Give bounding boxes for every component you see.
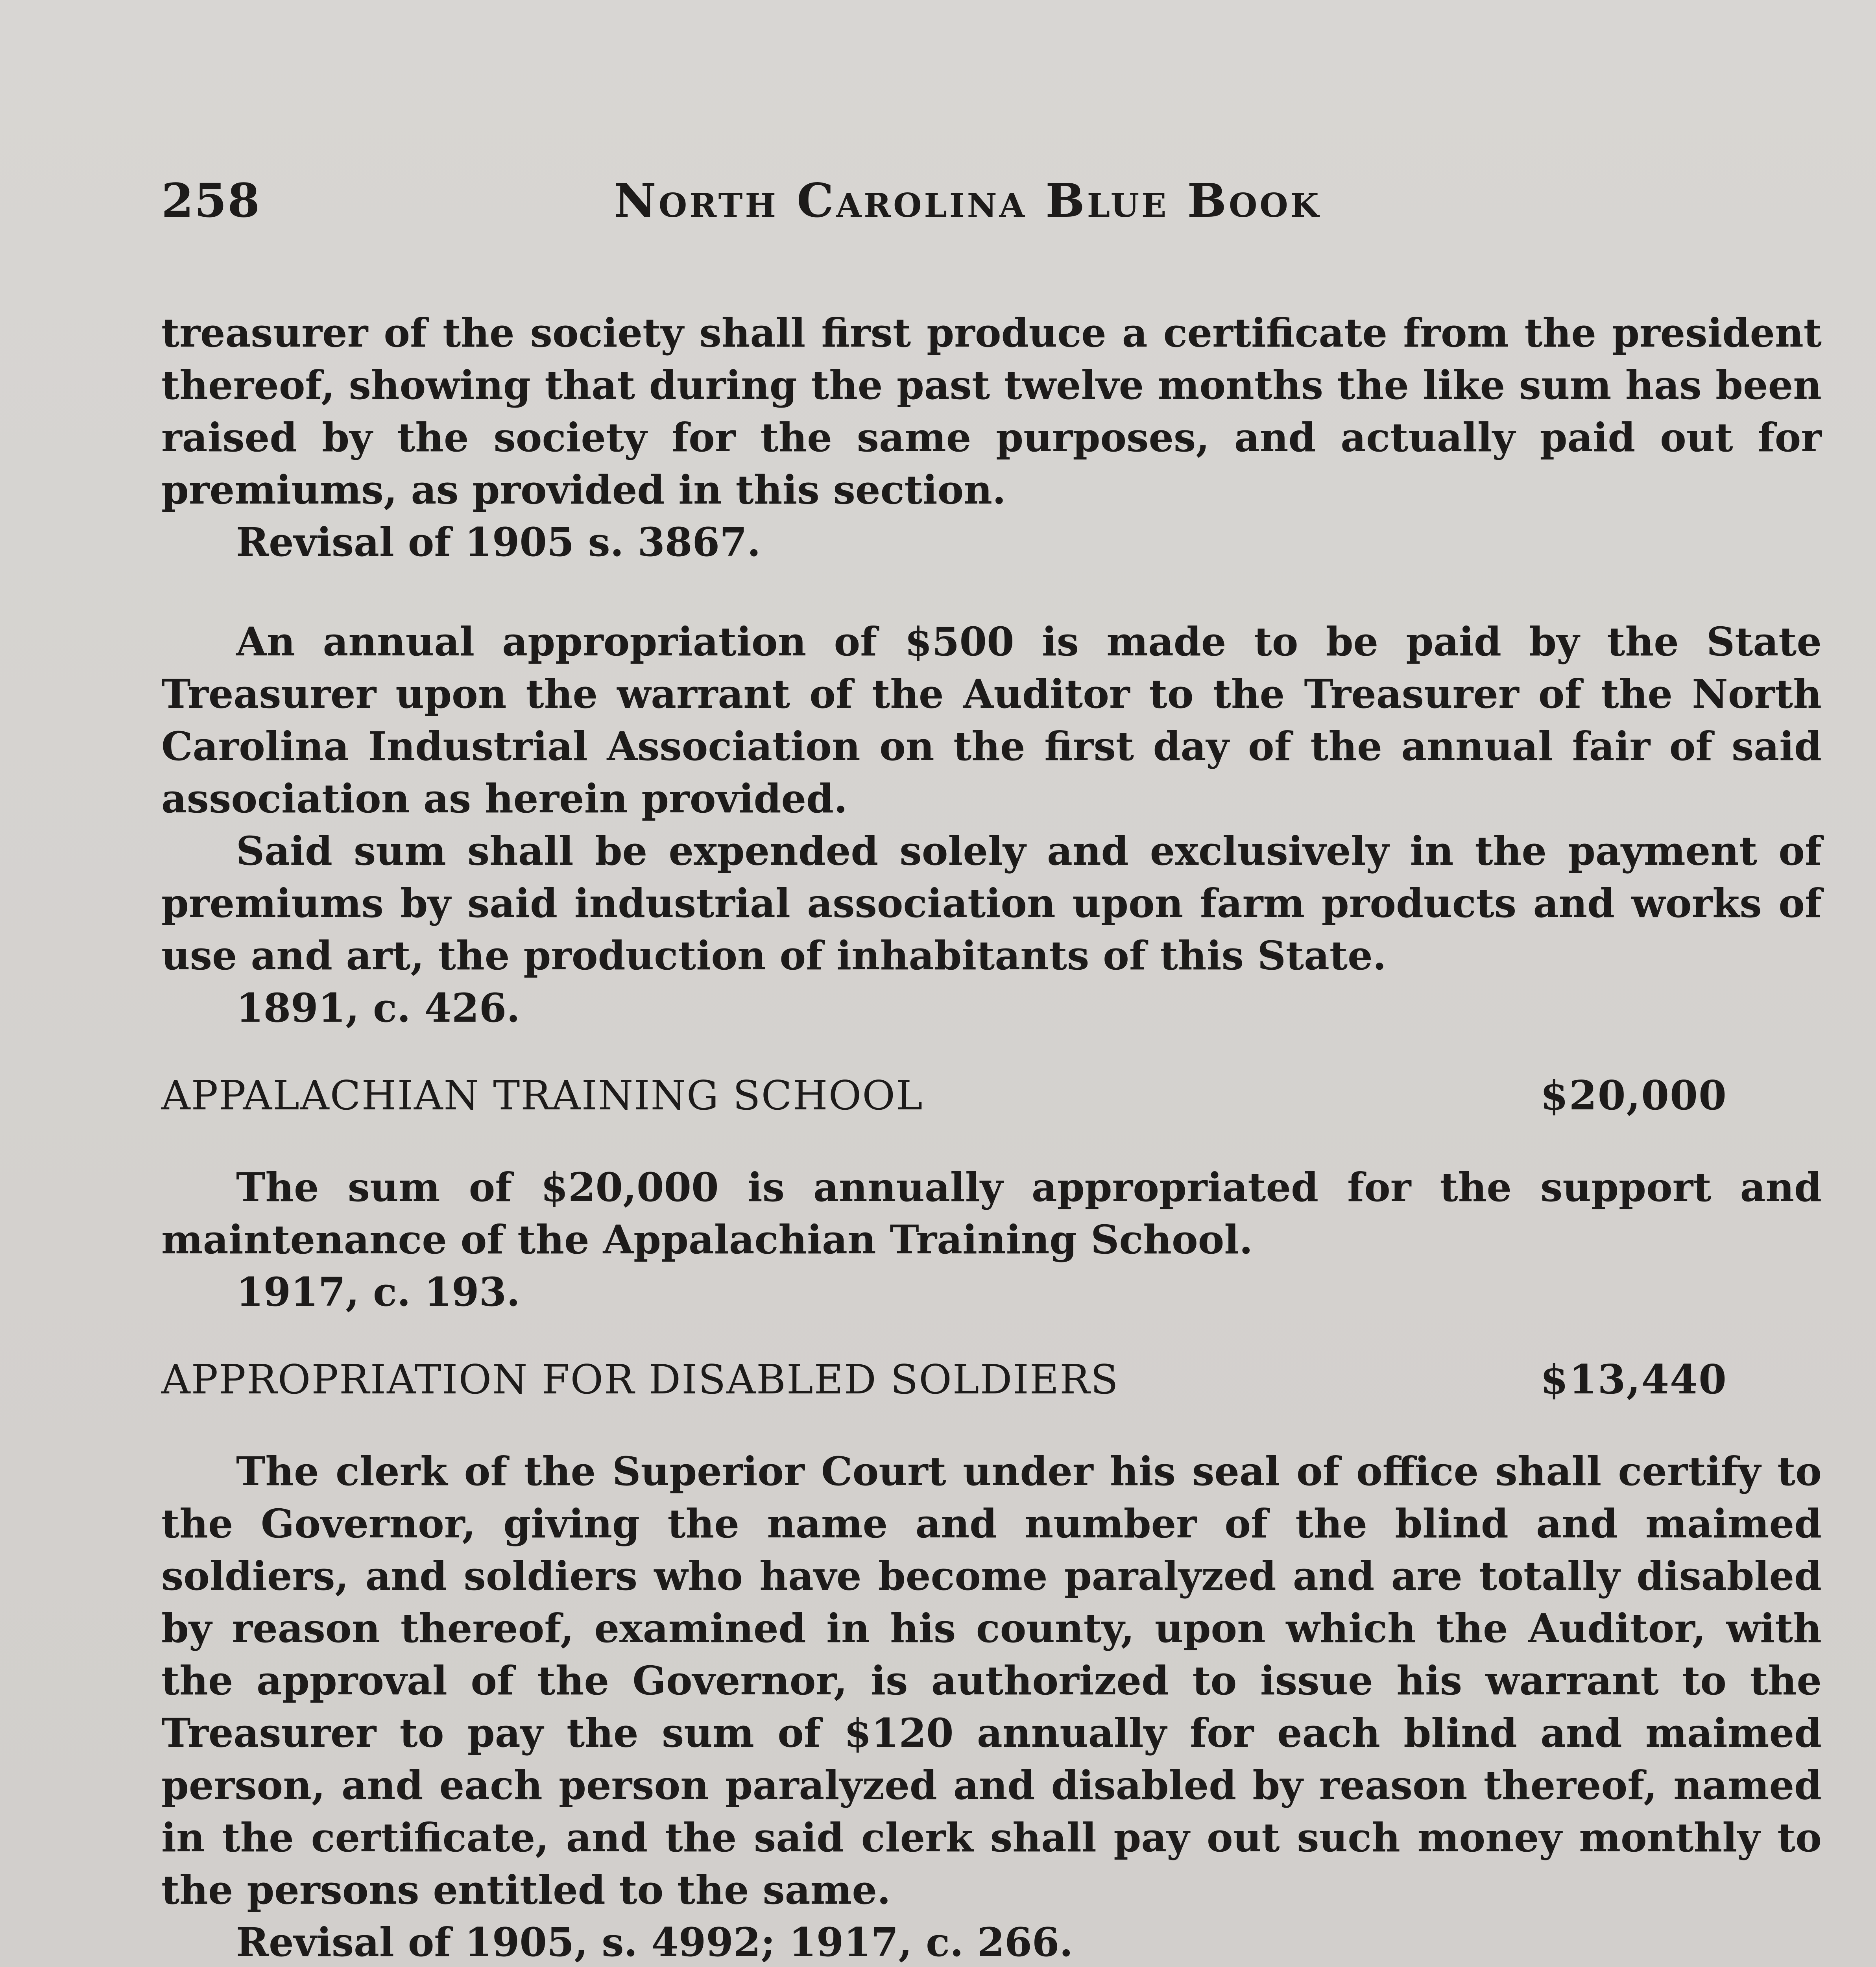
section-heading — [161, 1354, 1822, 1406]
paragraph: The sum of $20,000 is annually appropriated for the support and maintenance of the Appalachian Training School. — [161, 1164, 1822, 1263]
book-title: North Carolina Blue Book — [614, 173, 1321, 228]
section-amount: $13,440 — [1540, 1356, 1727, 1403]
section-title: APPROPRIATION FOR DISABLED SOLDIERS — [161, 1356, 1119, 1403]
citation: 1891, c. 426. — [236, 985, 521, 1031]
page-number: 258 — [161, 173, 261, 228]
paragraph: Said sum shall be expended solely and exclusively in the payment of premiums by said industrial association upon farm products and works of use and art, the production of inhabitants of this State. — [161, 828, 1822, 979]
paragraph: The clerk of the Superior Court under his seal of office shall certify to the Governor, giving the name and number of the blind and maimed soldiers, and soldiers who have become paralyzed and are totally disabled by reason thereof, examined in his county, upon which the Auditor, with the approval of the Governor, is authorized to issue his warrant to the Treasurer to pay the sum of $120 annually for each blind and maimed person, and each person paralyzed and disabled by reason thereof, named in the certificate, and the said clerk shall pay out such money monthly to the persons entitled to the same. — [161, 1448, 1822, 1913]
citation: Revisal of 1905, s. 4992; 1917, c. 266. — [236, 1919, 1073, 1965]
page-body — [161, 307, 1822, 1967]
paragraph: An annual appropriation of $500 is made to be paid by the State Treasurer upon the warrant of the Auditor to the Treasurer of the North Carolina Industrial Association on the first day of the annual fair of said association as herein provided. — [161, 618, 1822, 822]
section-amount: $20,000 — [1540, 1072, 1727, 1119]
section-heading — [161, 1070, 1822, 1122]
citation: Revisal of 1905 s. 3867. — [236, 519, 761, 565]
section-title: APPALACHIAN TRAINING SCHOOL — [161, 1072, 923, 1119]
continued-paragraph: treasurer of the society shall first produce a certificate from the president thereof, showing that during the past twelve months the like sum has been raised by the society for the same purposes, and actually paid out for premiums, as provided in this section. — [161, 310, 1822, 513]
citation: 1917, c. 193. — [236, 1269, 521, 1315]
running-head — [161, 173, 1822, 236]
